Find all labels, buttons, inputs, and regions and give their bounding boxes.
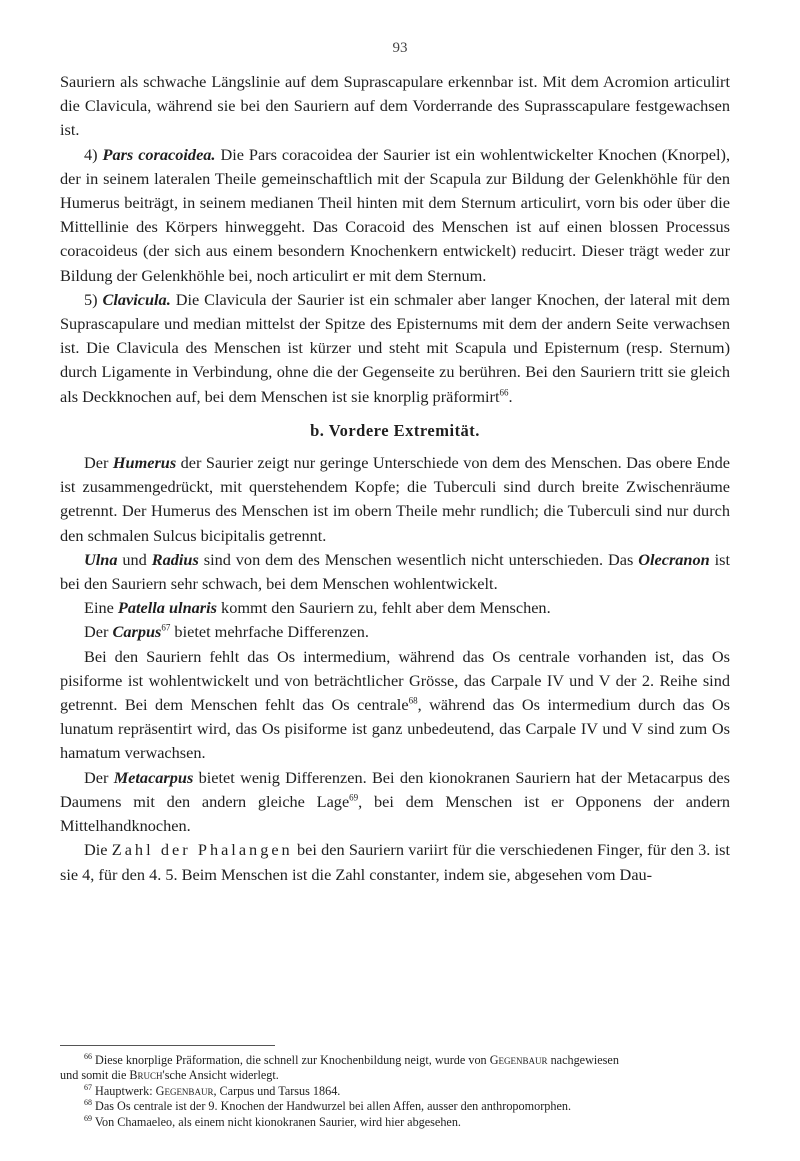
- term: Humerus: [112, 453, 177, 473]
- spaced-term: Zahl der Phalangen: [111, 840, 293, 860]
- paragraph: Sauriern als schwache Längslinie auf dem Suprascapulare erkennbar ist. Mit dem Acromion articulirt die Clavicula, während sie bei den Sauriern auf dem Vorderrande des Suprasscapulare festgewachsen ist.: [60, 72, 730, 140]
- footnote-ref: 69: [349, 792, 359, 803]
- footnote-69: $^{69}$ Von Chamaeleo, als einem nicht kionokranen Saurier, wird hier abgesehen.: [84, 1113, 461, 1129]
- main-text: [60, 70, 730, 887]
- footnote-66: $^{66}$ Diese knorplige Präformation, die schnell zur Knochenbildung neigt, wurde von Gegenbaur nachgewiesen: [84, 1051, 619, 1067]
- paragraph-phalangen: Die Zahl der Phalangen bei den Sauriern variirt für die verschiedenen Finger, für den 3. ist sie 4, für den 4. 5. Beim Menschen ist die Zahl constanter, indem sie, abgesehen vom Dau-: [60, 840, 730, 884]
- footnotes: [60, 1053, 730, 1130]
- paragraph-humerus: Der Humerus der Saurier zeigt nur geringe Unterschiede von dem des Menschen. Das obere Ende ist zusammengedrückt, mit querstehendem Kopfe; die Tuberculi sind durch breite Zwischenräume getrennt. Der Humerus des Menschen ist im obern Theile mehr rundlich; die Tuberculi sind nur durch den schmalen Sulcus bicipitalis getrennt.: [60, 453, 730, 545]
- section-heading: b. Vordere Extremität.: [310, 420, 480, 440]
- term: Olecranon: [638, 549, 710, 569]
- term: Carpus: [112, 622, 162, 642]
- footnote-66-continued: und somit die Bruch'sche Ansicht widerlegt.: [60, 1068, 279, 1083]
- paragraph-pars-coracoidea: 4) Pars coracoidea. Die Pars coracoidea der Saurier ist ein wohlentwickelter Knochen (Knorpel), der in seinem lateralen Theile gemeinschaftlich mit der Scapula zur Bildung der Gelenkhöhle für den Humerus beiträgt, in seinem medianen Theil hinten mit dem Sternum articulirt, vorn bis oder über die Mittellinie des Körpers hinweggeht. Das Coracoid des Menschen ist auf einen blossen Processus coracoideus (der sich aus einem besondern Knochenkern entwickelt) reducirt. Dieser trägt weder zur Bildung der Gelenkhöhle bei, noch articulirt er mit dem Sternum.: [60, 144, 731, 285]
- footnote-68: $^{68}$ Das Os centrale ist der 9. Knochen der Handwurzel bei allen Affen, ausser den anthropomorphen.: [84, 1098, 571, 1114]
- page-number: 93: [392, 40, 408, 56]
- term: Patella ulnaris: [117, 598, 217, 618]
- footnote-ref: 67: [161, 623, 171, 634]
- paragraph-ulna-radius: Ulna und Radius sind von dem des Menschen wesentlich nicht unterschieden. Das Olecranon ist bei den Sauriern sehr schwach, bei dem Menschen wohlentwickelt.: [60, 549, 730, 594]
- term: Clavicula.: [102, 289, 171, 309]
- term: Metacarpus: [113, 767, 194, 787]
- paragraph-patella: Eine Patella ulnaris kommt den Sauriern zu, fehlt aber dem Menschen.: [84, 598, 551, 618]
- term: Ulna: [84, 549, 118, 569]
- paragraph-os-centrale: Bei den Sauriern fehlt das Os intermedium, während das Os centrale vorhanden ist, das Os pisiforme ist wohlentwickelt und von beträchtlicher Grösse, das Carpale IV und V der 2. Reihe sind getrennt. Bei dem Menschen fehlt das Os centrale$^{68}$, während das Os intermedium durch das Os lunatum repräsentirt wird, das Os pisiforme ist ganz unbedeutend, das Carpale IV und V sind zum Os hamatum verwachsen.: [60, 646, 730, 763]
- paragraph-clavicula: 5) Clavicula. Die Clavicula der Saurier ist ein schmaler aber langer Knochen, der lateral mit dem Suprascapulare und median mittelst der Spitze des Episternums mit dem der andern Seite verwachsen ist. Die Clavicula des Menschen ist kürzer und steht mit Scapula und Episternum (resp. Sternum) durch Ligamente in Verbindung, ohne die der Gegenseite zu berühren. Bei den Sauriern tritt sie gleich als Deckknochen auf, bei dem Menschen ist sie knorplig präformirt$^{66}$.: [60, 289, 731, 406]
- footnote-ref: 66: [499, 387, 509, 398]
- term: Pars coracoidea.: [102, 144, 216, 164]
- paragraph-metacarpus: Der Metacarpus bietet wenig Differenzen. Bei den kionokranen Sauriern hat der Metacarpus des Daumens mit den andern gleiche Lage$^{69}$, bei dem Menschen ist er Opponens der andern Mittelhandknochen.: [60, 767, 731, 836]
- term: Radius: [151, 549, 199, 569]
- paragraph-carpus: Der Carpus$^{67}$ bietet mehrfache Differenzen.: [84, 622, 369, 642]
- footnote-67: $^{67}$ Hauptwerk: Gegenbaur, Carpus und Tarsus 1864.: [84, 1082, 341, 1098]
- footnote-ref: 68: [408, 695, 418, 706]
- footnote-divider: [60, 1045, 275, 1046]
